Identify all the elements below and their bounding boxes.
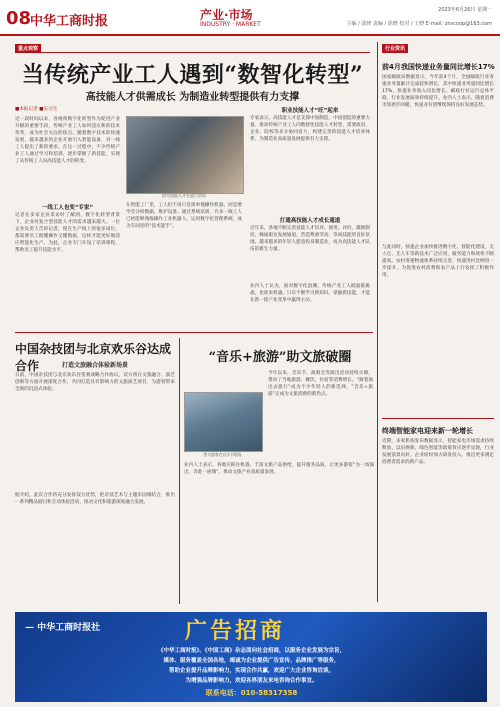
- divider-right-column: [377, 42, 378, 602]
- side-body-2: 与此同时，快递企业加快推进数字化、智能化建设，无人仓、无人车等新技术广泛应用，服务能力和效率不断提高。农村寄递物流体系持续完善，快递进村比例进一步提升，为促进农村消费和农产品上行发挥了积极作用。: [382, 245, 494, 278]
- divider-top: [15, 52, 370, 53]
- issue-date: 2023年6月26日 星期一: [438, 7, 492, 13]
- ad-line-4: 为增强品牌影响力，欢迎各界朋友来电咨询合作事宜。: [185, 678, 318, 684]
- page-number: 08: [6, 8, 32, 29]
- story3-headline: “音乐+旅游”助文旅破圈: [208, 350, 352, 365]
- main-col2-para1: 在智能工厂里，工人们不再只是简单地操作机器，而是要学会分析数据、维护设备。通过系统培训，许多一线工人已经能够熟练操作工业机器人、运用数字化管理系统，成为车间里的“技术能手”。: [126, 203, 242, 229]
- main-subhead-1: 一线工人也变“专家”: [41, 205, 94, 211]
- story2-headline: 中国杂技团与北京欢乐谷达成合作: [15, 342, 172, 373]
- main-subhead-2: 职业技能人才“旺”起来: [281, 108, 339, 114]
- advertisement-banner: [15, 612, 487, 702]
- tag-focus: 重点观察: [15, 44, 41, 53]
- main-col3-para3: 业内人士认为，面对数字化浪潮，传统产业工人既面临挑战，也迎来机遇。只有不断学习新知识、掌握新技能，才能在新一轮产业变革中赢得主动。: [250, 284, 370, 303]
- main-photo: [126, 116, 244, 194]
- main-photo-caption: 图为技能人才在进行培训: [162, 193, 206, 198]
- byline: ■本报记者 ■实习生: [15, 107, 58, 112]
- editor-info: 主编 / 邵律 责编 / 徐晓 校对 / 王晓 E-mail: zhscoop@163.com: [346, 21, 492, 27]
- ad-line-2: 媒体、服务覆盖全国各地，竭诚为企业提供广告宣传、品牌推广等服务，: [163, 658, 340, 664]
- main-subhead-3: 打通高技能人才成长通道: [279, 218, 341, 224]
- divider-middle: [15, 332, 373, 333]
- section-title-en: INDUSTRY · MARKET: [200, 21, 261, 28]
- main-col3-para1: 专家表示，高技能人才是支撑中国制造、中国创造的重要力量。推动传统产业工人向数智化技能人才转型，需要政府、企业、院校等多方协同发力，构建完善的技能人才培养体系，为制造业高质量发展提供有力支撑。: [250, 116, 370, 142]
- divider-side: [382, 418, 494, 419]
- ad-line-1: 《中华工商时报》、《中国工商》杂志面向社会招商，以服务企业发展为宗旨，: [157, 648, 345, 654]
- main-subheadline: 高技能人才供需成长 为制造业转型提供有力支撑: [85, 92, 300, 103]
- story2-subheadline: 打造文旅融合体验新场景: [61, 362, 128, 369]
- story3-photo-caption: 图为游客在音乐节现场: [203, 452, 242, 457]
- main-col1-para2: 记者在多家企业采访时了解到，数字化转型背景下，企业对复合型技能人才的需求越来越大。一位企业负责人告诉记者，现在生产线上的很多岗位，都需要员工既懂操作又懂数据，这样才能更好地适应智能化生产。为此，企业专门开设了培训课程，帮助员工提升技能水平。: [15, 213, 120, 253]
- side-headline: 前4月我国快递业务量同比增长17%: [382, 63, 495, 71]
- ad-title: 广告招商: [185, 618, 286, 644]
- newspaper-name: 中华工商时报: [30, 14, 109, 29]
- ad-phone-number[interactable]: 联系电话：010-58317358: [205, 689, 298, 697]
- story2-body-1: 日前，中国杂技团与北京欢乐谷签署战略合作协议，双方将在文旅融合、演艺创新等方面开展深度合作，共同打造具有影响力的文旅演艺项目，为游客带来全新的沉浸式体验。: [15, 373, 175, 392]
- story2-body-2: 据介绍，此次合作将充分发挥双方优势，把杂技艺术与主题乐园相结合，推出一系列精品剧目和互动体验活动，推动文化和旅游深度融合发展。: [15, 493, 175, 505]
- tag-industry-news: 行业资讯: [382, 44, 408, 53]
- section-title: 产业·市场: [200, 8, 253, 22]
- main-col1-para1: 近一段时间以来，各地将数字化转型作为促进产业升级的重要手段，传统产业工人如何适应新的技术变革，成为社会关注的焦点。随着数字技术的快速发展，越来越多的企业开始引入智能设备，对一线工人提出了新的要求。在这一过程中，不少传统产业工人通过学习和培训，逐步掌握了新技能，实现了从传统工人向高技能人才的转变。: [15, 117, 120, 164]
- ad-line-3: 帮助企业提升品牌影响力，实现合作共赢，欢迎广大企业咨询洽谈。: [168, 668, 334, 674]
- side-body-1: 国家邮政局数据显示，今年前4个月，全国邮政行业寄递业务量累计完成较快增长，其中快递业务量同比增长17%，快递业务收入同比增长。邮政行业运行总体平稳，行业发展质效持续提升。业内人士表示，随着消费市场逐步回暖，快递业有望继续保持良好发展态势。: [382, 75, 494, 108]
- story3-photo: [184, 392, 263, 452]
- story3-body-1: 今年以来，音乐节、演唱会等演出活动持续火爆，带动了当地旅游、餐饮、住宿等消费增长。“跟着演出去旅行”成为不少年轻人的新选择，“音乐+旅游”正成为文旅消费的新热点。: [268, 371, 373, 397]
- side-headline-2: 终端智能家电迎来新一轮增长: [382, 427, 473, 435]
- story3-body-2: 业内人士表示，各地应抓住机遇，丰富文旅产品供给，提升服务品质，让更多游客“为一场演出，奔赴一座城”，推动文旅产业高质量发展。: [184, 463, 374, 475]
- main-headline: 当传统产业工人遇到“数智化转型”: [21, 62, 364, 88]
- side-body-3: 近期，多家机构发布数据显示，智能家电市场需求持续释放，以旧换新、绿色智能等政策效应逐步显现，行业发展前景向好。企业纷纷加大研发投入，推出更多满足消费者需求的新产品。: [382, 439, 494, 465]
- main-col3-para2: 近年来，各地不断完善技能人才培养、使用、评价、激励制度，畅通职业发展通道，营造尊重劳动、崇尚技能的良好氛围。越来越多的年轻人愿意投身制造业，成为高技能人才队伍的新生力量。: [250, 226, 370, 252]
- ad-paper-name: — 中华工商时报社: [25, 623, 101, 633]
- divider-lower: [179, 338, 180, 604]
